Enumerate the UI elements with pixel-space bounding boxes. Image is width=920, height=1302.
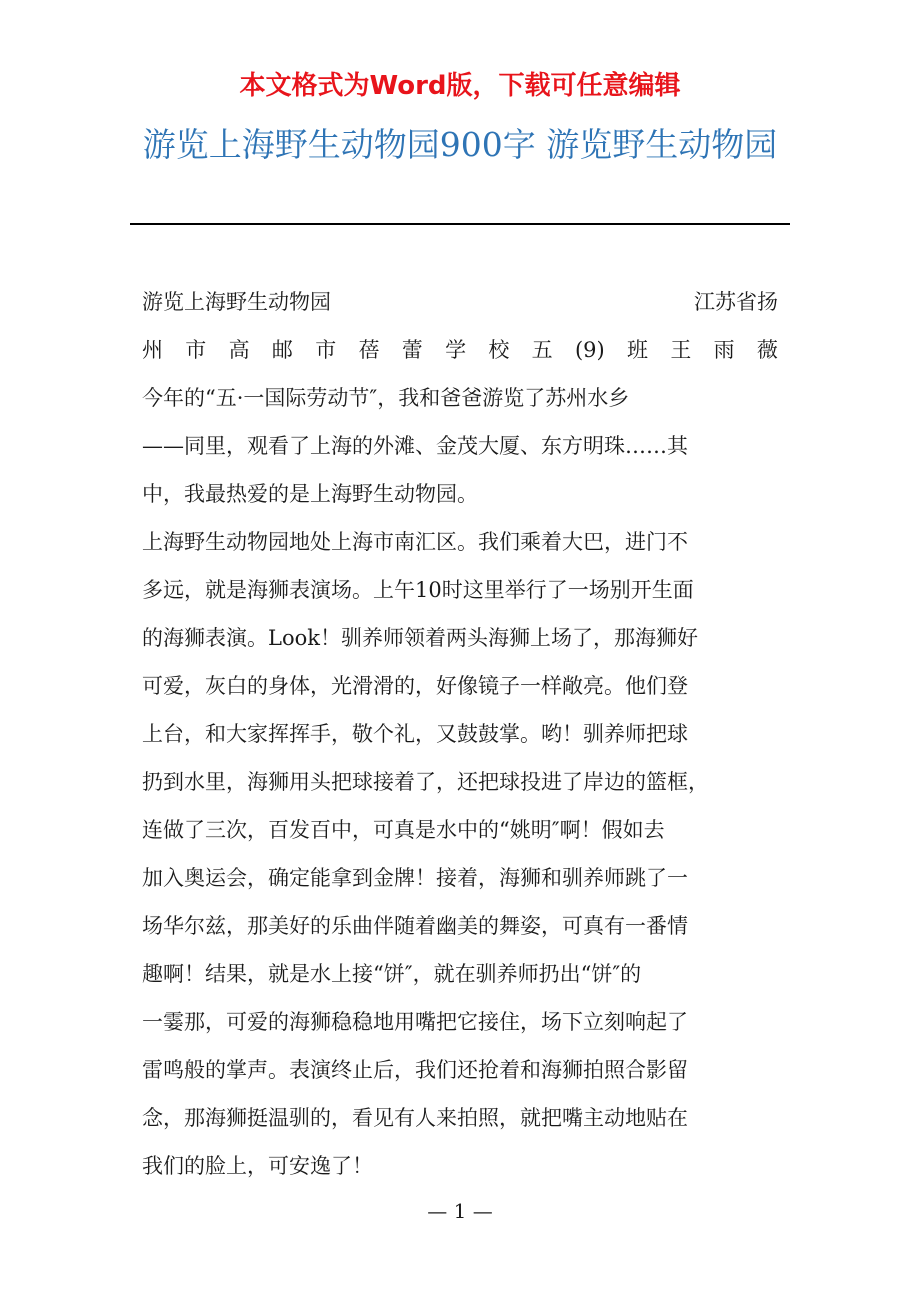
heading-line: [142, 278, 778, 326]
text-line: 中，我最热爱的是上海野生动物园。: [142, 482, 478, 506]
text-line: 多远，就是海狮表演场。上午10时这里举行了一场别开生面: [142, 578, 694, 602]
text-line: 念，那海狮挺温驯的，看见有人来拍照，就把嘴主动地贴在: [142, 1106, 688, 1130]
author-char: 学: [445, 338, 467, 362]
title-underline-rule: [130, 223, 790, 225]
document-title: 游览上海野生动物园900字 游览野生动物园: [142, 125, 778, 164]
author-char: 雨: [713, 338, 735, 362]
page-number: — 1 —: [427, 1199, 493, 1223]
text-line: 上台，和大家挥挥手，敬个礼，又鼓鼓掌。哟！驯养师把球: [142, 722, 688, 746]
text-line: 可爱，灰白的身体，光滑滑的，好像镜子一样敞亮。他们登: [142, 674, 688, 698]
author-location-start: 江苏省扬: [694, 290, 778, 314]
text-line: 连做了三次，百发百中，可真是水中的“姚明″啊！假如去: [142, 818, 665, 842]
author-line: [142, 326, 778, 374]
format-notice-banner: 本文格式为Word版，下载可任意编辑: [239, 71, 681, 101]
text-line: 雷鸣般的掌声。表演终止后，我们还抢着和海狮拍照合影留: [142, 1058, 688, 1082]
text-line: ——同里，观看了上海的外滩、金茂大厦、东方明珠……其: [142, 434, 688, 458]
author-char: 市: [185, 338, 207, 362]
text-line: 今年的“五·一国际劳动节″，我和爸爸游览了苏州水乡: [142, 386, 630, 410]
text-line: 趣啊！结果，就是水上接“饼″，就在驯养师扔出“饼″的: [142, 962, 642, 986]
paragraph-2: [142, 518, 778, 1190]
text-line: 扔到水里，海狮用头把球接着了，还把球投进了岸边的篮框，: [142, 770, 709, 794]
text-line: 我们的脸上，可安逸了！: [142, 1154, 373, 1178]
author-char: 校: [488, 338, 510, 362]
intro-block: [142, 278, 778, 518]
author-char: 薇: [756, 338, 778, 362]
author-char: 邮: [271, 338, 293, 362]
author-char: 五: [531, 338, 553, 362]
text-line: 的海狮表演。Look！驯养师领着两头海狮上场了，那海狮好: [142, 626, 698, 650]
author-char: 市: [315, 338, 337, 362]
text-line: 加入奥运会，确定能拿到金牌！接着，海狮和驯养师跳了一: [142, 866, 688, 890]
author-char: 高: [228, 338, 250, 362]
author-char: (9): [574, 338, 605, 362]
author-char: 王: [670, 338, 692, 362]
text-line: 上海野生动物园地处上海市南汇区。我们乘着大巴，进门不: [142, 530, 688, 554]
author-char: 州: [142, 338, 163, 362]
text-line: 一霎那，可爱的海狮稳稳地用嘴把它接住，场下立刻响起了: [142, 1010, 688, 1034]
author-char: 蕾: [401, 338, 423, 362]
essay-heading: 游览上海野生动物园: [142, 290, 331, 314]
author-char: 蓓: [358, 338, 380, 362]
author-char: 班: [627, 338, 649, 362]
text-line: 场华尔兹，那美好的乐曲伴随着幽美的舞姿，可真有一番情: [142, 914, 688, 938]
